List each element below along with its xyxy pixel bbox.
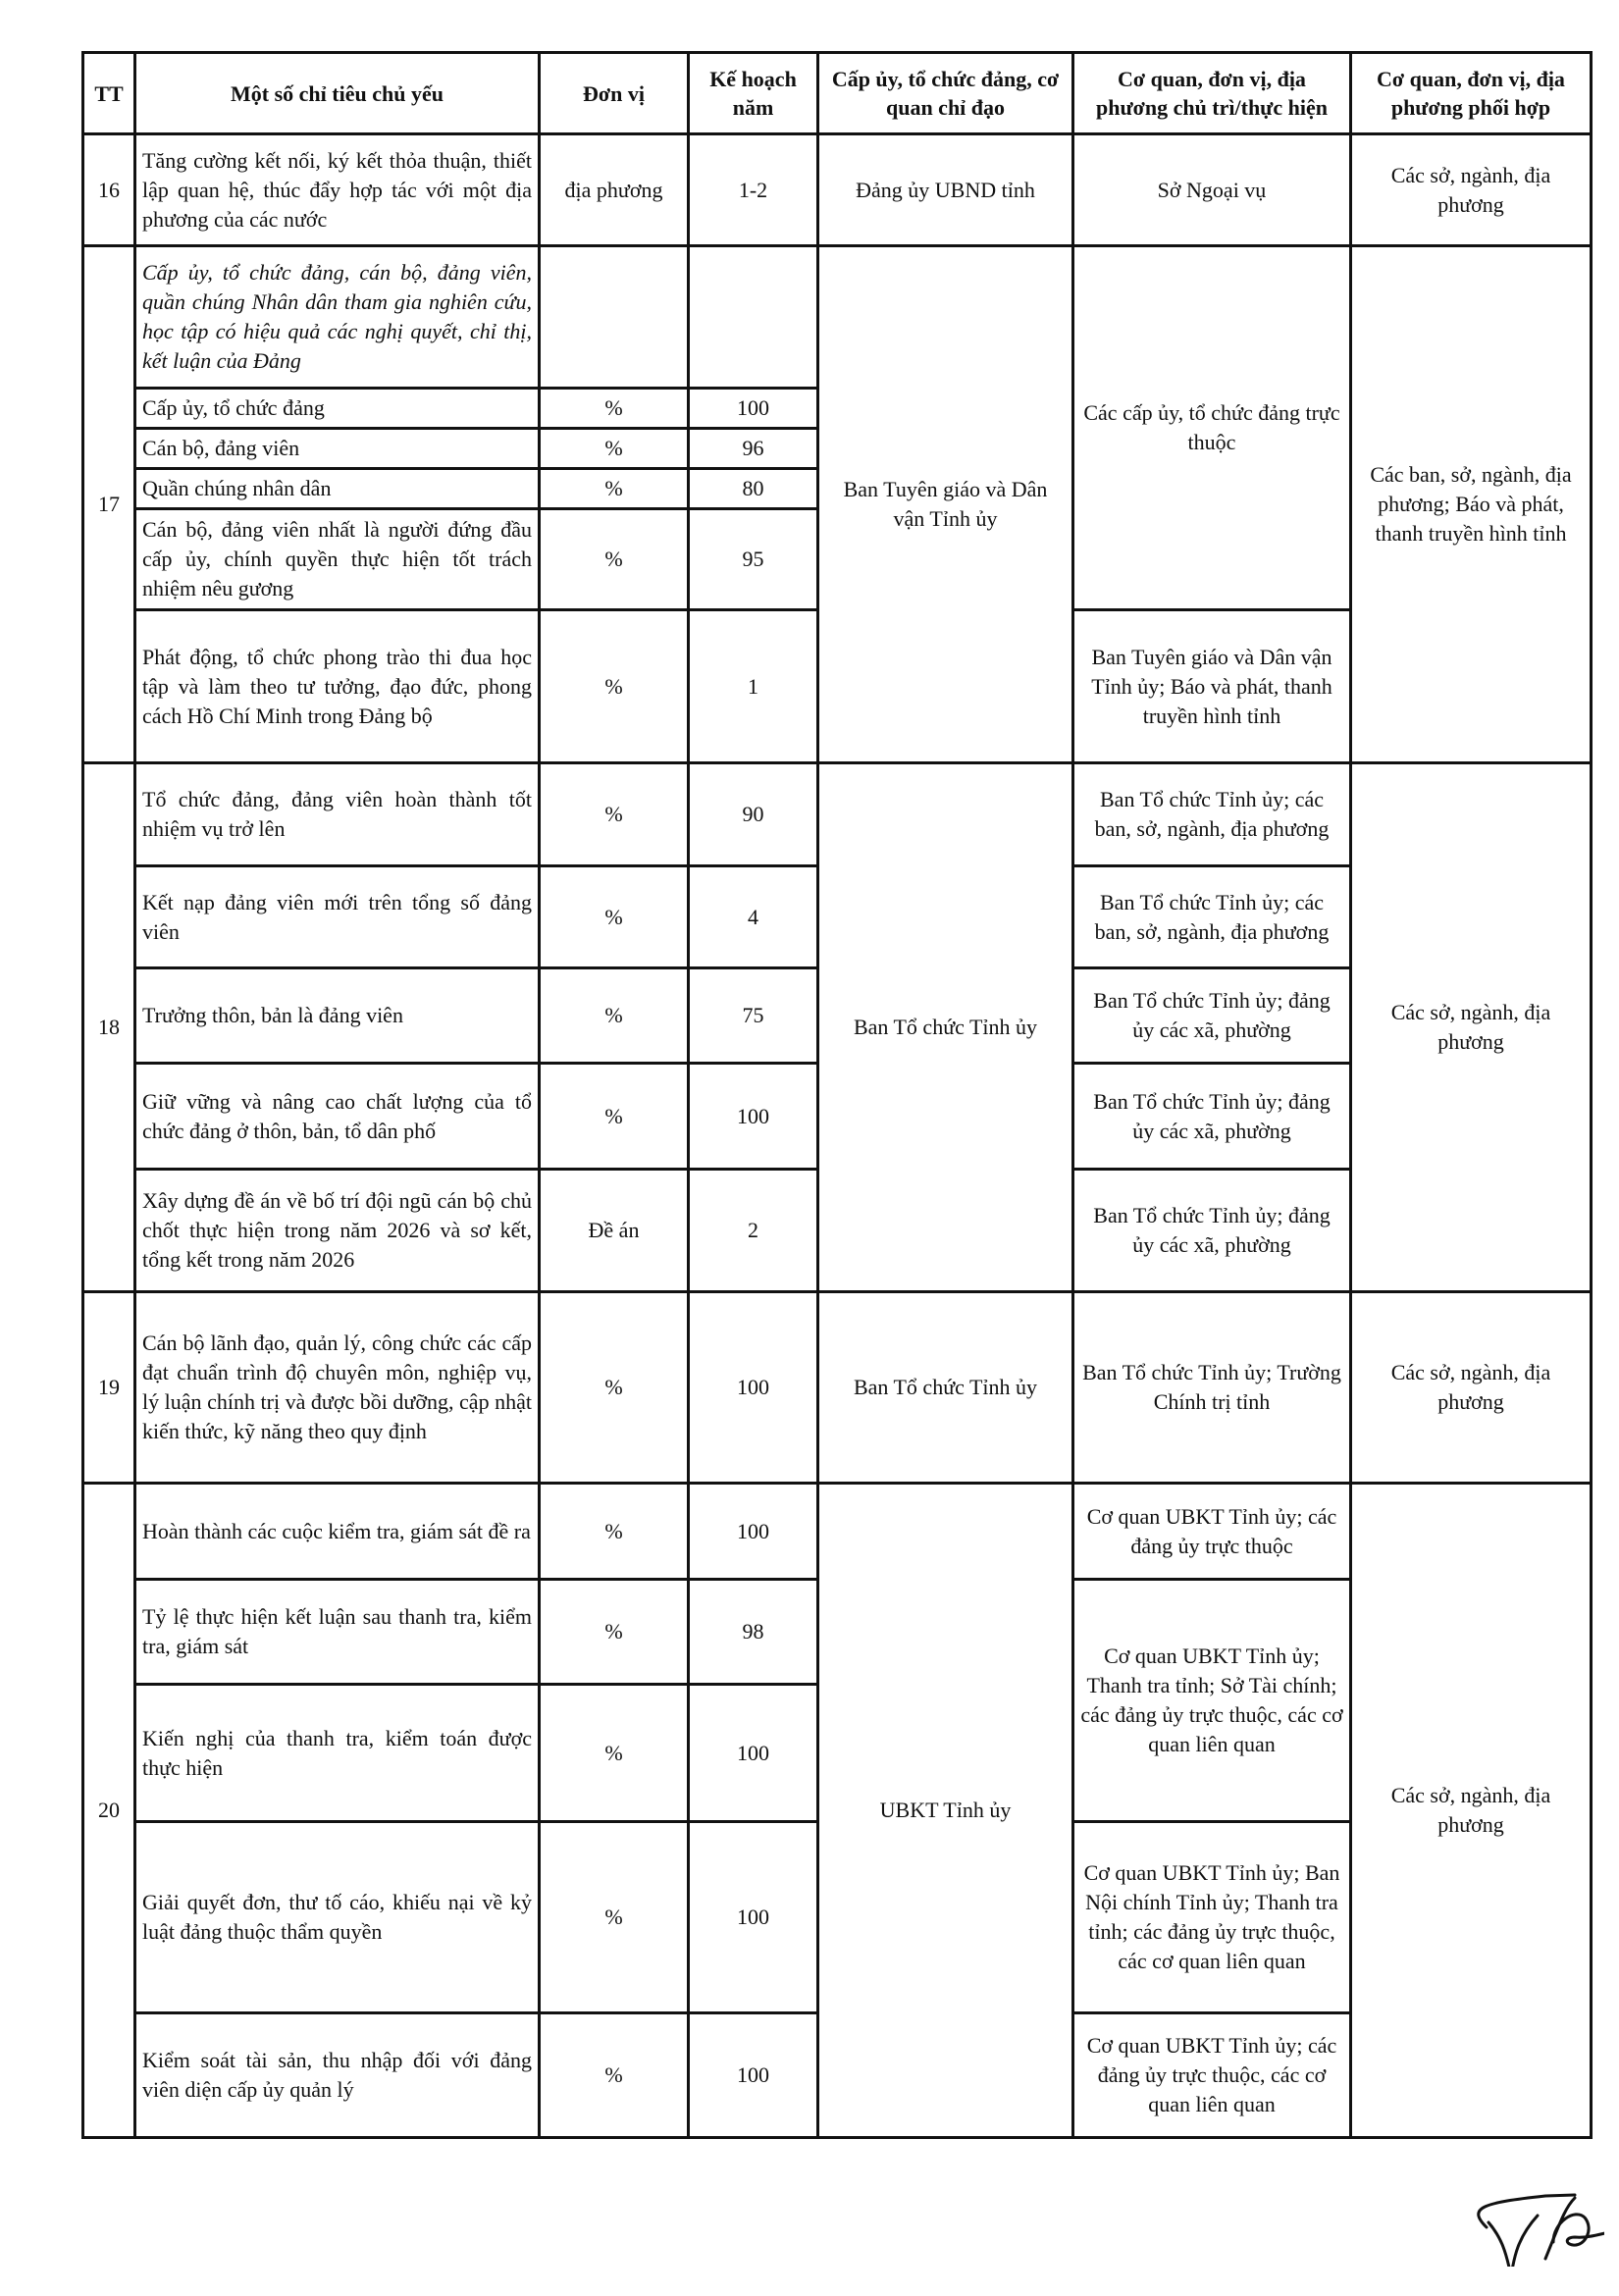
header-indicator: Một số chỉ tiêu chủ yếu — [135, 53, 540, 134]
header-plan: Kế hoạch năm — [689, 53, 818, 134]
indicator-cell: Tỷ lệ thực hiện kết luận sau thanh tra, kiểm tra, giám sát — [135, 1580, 540, 1685]
plan-cell: 1 — [689, 610, 818, 763]
plan-cell: 95 — [689, 509, 818, 610]
directing-cell: UBKT Tỉnh ủy — [818, 1484, 1073, 2138]
lead-cell: Ban Tổ chức Tỉnh ủy; đảng ủy các xã, phường — [1073, 1170, 1351, 1292]
lead-cell: Ban Tuyên giáo và Dân vận Tỉnh ủy; Báo và phát, thanh truyền hình tỉnh — [1073, 610, 1351, 763]
row-number: 20 — [83, 1484, 135, 2138]
unit-cell: % — [540, 2013, 689, 2138]
indicator-cell: Kết nạp đảng viên mới trên tổng số đảng viên — [135, 866, 540, 968]
unit-cell: % — [540, 1822, 689, 2013]
row-number: 17 — [83, 246, 135, 763]
indicator-cell: Cán bộ, đảng viên — [135, 429, 540, 469]
plan-cell: 100 — [689, 1064, 818, 1170]
plan-cell: 2 — [689, 1170, 818, 1292]
unit-cell — [540, 246, 689, 389]
plan-cell: 4 — [689, 866, 818, 968]
indicator-cell: Cấp ủy, tổ chức đảng — [135, 389, 540, 429]
unit-cell: Đề án — [540, 1170, 689, 1292]
plan-cell: 96 — [689, 429, 818, 469]
lead-cell: Cơ quan UBKT Tỉnh ủy; Thanh tra tỉnh; Sở Tài chính; các đảng ủy trực thuộc, các cơ quan liên quan — [1073, 1580, 1351, 1822]
unit-cell: % — [540, 1484, 689, 1580]
unit-cell: % — [540, 610, 689, 763]
coordinating-cell: Các sở, ngành, địa phương — [1351, 763, 1592, 1292]
lead-cell: Ban Tổ chức Tỉnh ủy; Trường Chính trị tỉnh — [1073, 1292, 1351, 1484]
plan-cell: 100 — [689, 1484, 818, 1580]
unit-cell: % — [540, 1580, 689, 1685]
row-number: 18 — [83, 763, 135, 1292]
unit-cell: % — [540, 469, 689, 509]
unit-cell: địa phương — [540, 134, 689, 246]
header-directing: Cấp ủy, tổ chức đảng, cơ quan chỉ đạo — [818, 53, 1073, 134]
header-tt: TT — [83, 53, 135, 134]
plan-cell: 80 — [689, 469, 818, 509]
lead-cell: Ban Tổ chức Tỉnh ủy; đảng ủy các xã, phường — [1073, 968, 1351, 1064]
header-unit: Đơn vị — [540, 53, 689, 134]
targets-table — [81, 51, 1593, 2139]
unit-cell: % — [540, 1685, 689, 1822]
lead-cell: Ban Tổ chức Tỉnh ủy; các ban, sở, ngành, địa phương — [1073, 763, 1351, 866]
coordinating-cell: Các sở, ngành, địa phương — [1351, 1292, 1592, 1484]
lead-cell: Cơ quan UBKT Tỉnh ủy; Ban Nội chính Tỉnh ủy; Thanh tra tỉnh; các đảng ủy trực thuộc, các cơ quan liên quan — [1073, 1822, 1351, 2013]
plan-cell: 100 — [689, 2013, 818, 2138]
coordinating-cell: Các ban, sở, ngành, địa phương; Báo và phát, thanh truyền hình tỉnh — [1351, 246, 1592, 763]
indicator-cell: Cán bộ lãnh đạo, quản lý, công chức các cấp đạt chuẩn trình độ chuyên môn, nghiệp vụ, lý luận chính trị và được bồi dưỡng, cập nhật kiến thức, kỹ năng theo quy định — [135, 1292, 540, 1484]
table-row — [83, 1484, 1592, 1580]
indicator-cell: Tăng cường kết nối, ký kết thỏa thuận, thiết lập quan hệ, thúc đẩy hợp tác với một địa phương của các nước — [135, 134, 540, 246]
unit-cell: % — [540, 389, 689, 429]
lead-cell: Cơ quan UBKT Tỉnh ủy; các đảng ủy trực thuộc, các cơ quan liên quan — [1073, 2013, 1351, 2138]
plan-cell: 75 — [689, 968, 818, 1064]
plan-cell: 100 — [689, 1292, 818, 1484]
unit-cell: % — [540, 1292, 689, 1484]
table-row — [83, 1292, 1592, 1484]
indicator-cell: Hoàn thành các cuộc kiểm tra, giám sát đề ra — [135, 1484, 540, 1580]
unit-cell: % — [540, 866, 689, 968]
unit-cell: % — [540, 1064, 689, 1170]
indicator-cell: Giải quyết đơn, thư tố cáo, khiếu nại về kỷ luật đảng thuộc thẩm quyền — [135, 1822, 540, 2013]
lead-cell: Ban Tổ chức Tỉnh ủy; đảng ủy các xã, phường — [1073, 1064, 1351, 1170]
indicator-cell: Giữ vững và nâng cao chất lượng của tổ chức đảng ở thôn, bản, tổ dân phố — [135, 1064, 540, 1170]
indicator-cell: Xây dựng đề án về bố trí đội ngũ cán bộ chủ chốt thực hiện trong năm 2026 và sơ kết, tổng kết trong năm 2026 — [135, 1170, 540, 1292]
indicator-cell: Quần chúng nhân dân — [135, 469, 540, 509]
plan-cell: 98 — [689, 1580, 818, 1685]
indicator-heading-cell: Cấp ủy, tổ chức đảng, cán bộ, đảng viên, quần chúng Nhân dân tham gia nghiên cứu, học tập có hiệu quả các nghị quyết, chỉ thị, kết luận của Đảng — [135, 246, 540, 389]
directing-cell: Ban Tuyên giáo và Dân vận Tỉnh ủy — [818, 246, 1073, 763]
indicator-cell: Kiến nghị của thanh tra, kiểm toán được thực hiện — [135, 1685, 540, 1822]
handwritten-signature-icon — [1428, 2168, 1604, 2267]
plan-cell: 1-2 — [689, 134, 818, 246]
lead-cell: Các cấp ủy, tổ chức đảng trực thuộc — [1073, 246, 1351, 610]
indicator-cell: Tổ chức đảng, đảng viên hoàn thành tốt nhiệm vụ trở lên — [135, 763, 540, 866]
unit-cell: % — [540, 763, 689, 866]
plan-cell: 100 — [689, 389, 818, 429]
indicator-cell: Trưởng thôn, bản là đảng viên — [135, 968, 540, 1064]
unit-cell: % — [540, 429, 689, 469]
directing-cell: Đảng ủy UBND tỉnh — [818, 134, 1073, 246]
table-row — [83, 134, 1592, 246]
table-row — [83, 246, 1592, 389]
lead-cell: Sở Ngoại vụ — [1073, 134, 1351, 246]
indicator-cell: Phát động, tổ chức phong trào thi đua học tập và làm theo tư tưởng, đạo đức, phong cách Hồ Chí Minh trong Đảng bộ — [135, 610, 540, 763]
table-row — [83, 763, 1592, 866]
row-number: 19 — [83, 1292, 135, 1484]
coordinating-cell: Các sở, ngành, địa phương — [1351, 1484, 1592, 2138]
plan-cell: 100 — [689, 1685, 818, 1822]
lead-cell: Cơ quan UBKT Tỉnh ủy; các đảng ủy trực thuộc — [1073, 1484, 1351, 1580]
unit-cell: % — [540, 968, 689, 1064]
header-lead: Cơ quan, đơn vị, địa phương chủ trì/thực hiện — [1073, 53, 1351, 134]
plan-cell: 90 — [689, 763, 818, 866]
directing-cell: Ban Tổ chức Tỉnh ủy — [818, 763, 1073, 1292]
directing-cell: Ban Tổ chức Tỉnh ủy — [818, 1292, 1073, 1484]
row-number: 16 — [83, 134, 135, 246]
table-header-row — [83, 53, 1592, 134]
indicator-cell: Cán bộ, đảng viên nhất là người đứng đầu cấp ủy, chính quyền thực hiện tốt trách nhiệm nêu gương — [135, 509, 540, 610]
coordinating-cell: Các sở, ngành, địa phương — [1351, 134, 1592, 246]
unit-cell: % — [540, 509, 689, 610]
plan-cell — [689, 246, 818, 389]
plan-cell: 100 — [689, 1822, 818, 2013]
lead-cell: Ban Tổ chức Tỉnh ủy; các ban, sở, ngành, địa phương — [1073, 866, 1351, 968]
header-coordinating: Cơ quan, đơn vị, địa phương phối hợp — [1351, 53, 1592, 134]
indicator-cell: Kiểm soát tài sản, thu nhập đối với đảng viên diện cấp ủy quản lý — [135, 2013, 540, 2138]
